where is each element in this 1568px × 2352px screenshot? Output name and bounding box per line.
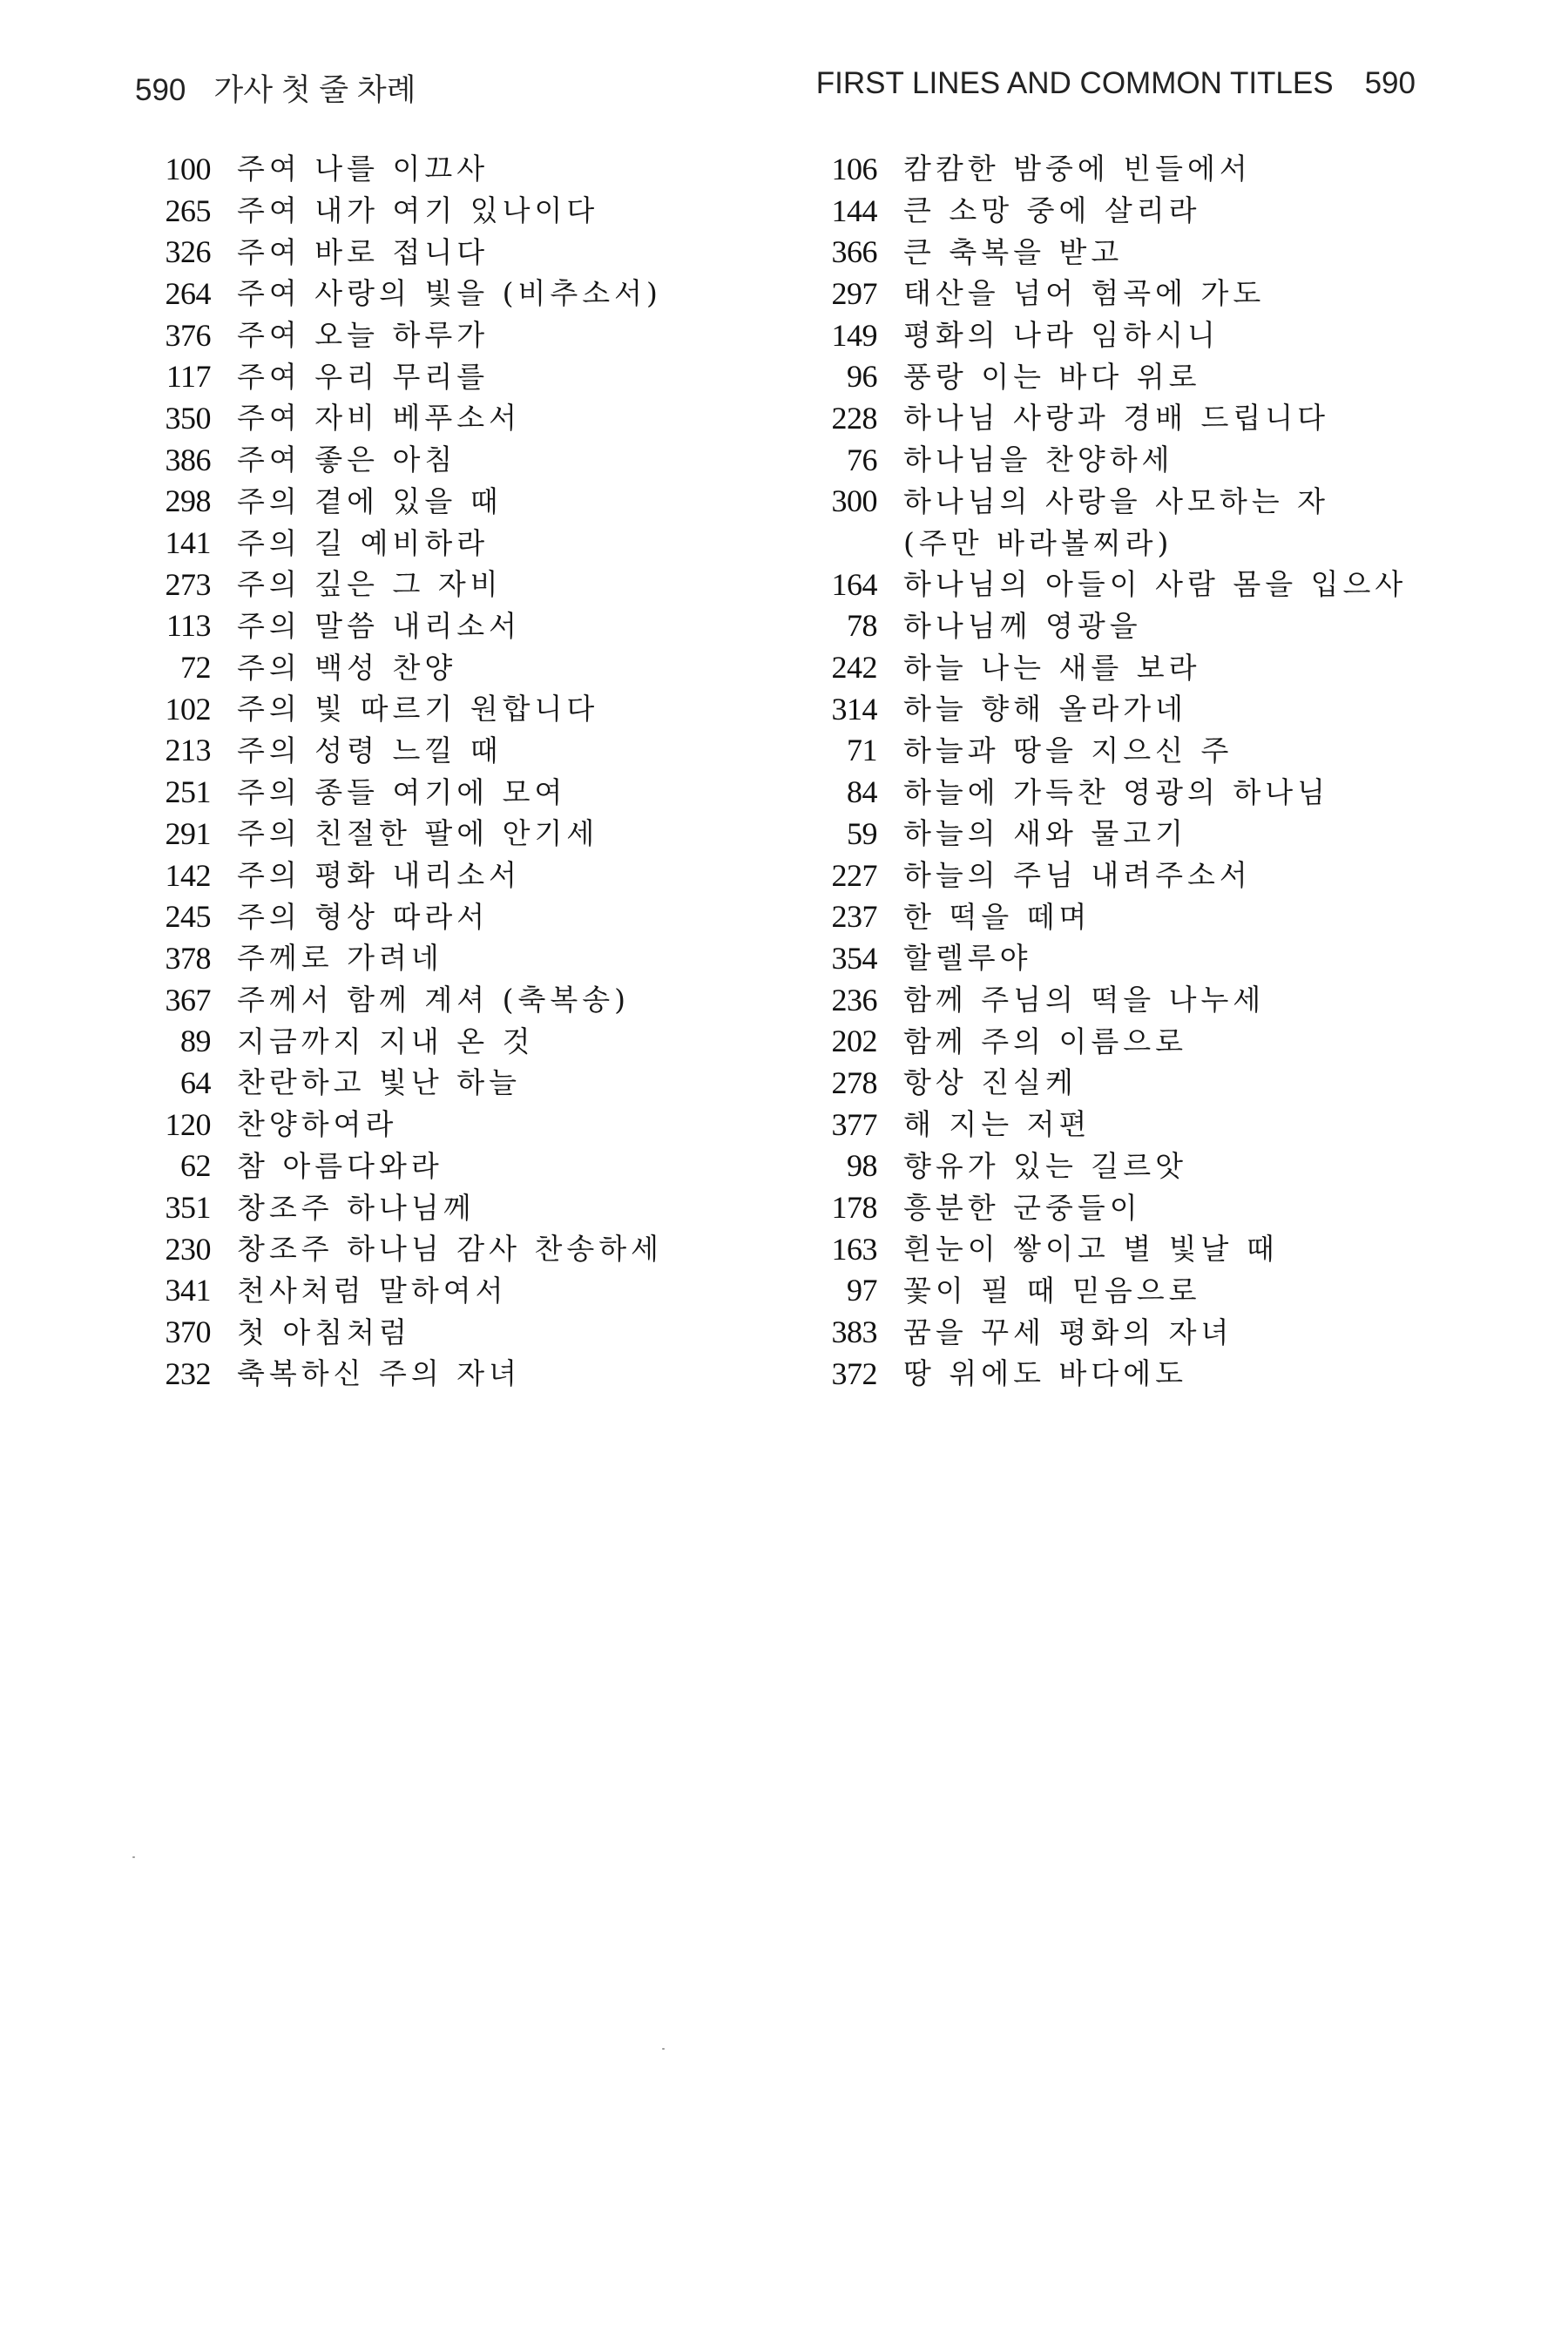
index-entry <box>131 481 740 523</box>
hymn-first-line: 주의 백성 찬양 <box>237 650 457 685</box>
index-entry <box>797 1228 1407 1270</box>
index-entry <box>131 688 740 730</box>
index-entry <box>797 439 1407 481</box>
index-entry <box>131 522 740 564</box>
index-entry <box>131 730 740 772</box>
hymn-first-line: 주의 친절한 팔에 안기세 <box>237 816 599 851</box>
hymn-first-line: 주여 우리 무리를 <box>237 359 490 394</box>
index-entry <box>797 273 1407 314</box>
hymn-first-line: 주의 종들 여기에 모여 <box>237 774 567 809</box>
index-entry <box>131 813 740 855</box>
hymn-first-line: 주의 형상 따라서 <box>237 899 490 934</box>
hymn-first-line: 꿈을 꾸세 평화의 자녀 <box>903 1315 1233 1349</box>
hymn-number: 383 <box>831 1315 877 1350</box>
index-entry <box>797 1353 1407 1395</box>
hymn-first-line: 주여 좋은 아침 <box>237 443 457 477</box>
index-entry <box>797 397 1407 439</box>
hymn-number: 242 <box>831 650 877 686</box>
hymn-first-line: 함께 주의 이름으로 <box>903 1024 1188 1058</box>
hymn-number: 142 <box>165 857 211 893</box>
index-entry <box>131 231 740 273</box>
index-entry <box>797 937 1407 979</box>
hymn-number: 351 <box>165 1190 211 1226</box>
hymn-first-line: 첫 아침처럼 <box>237 1315 411 1349</box>
hymn-first-line: 하나님의 아들이 사람 몸을 입으사 <box>903 567 1408 602</box>
hymn-first-line: 땅 위에도 바다에도 <box>903 1356 1188 1391</box>
hymn-number: 76 <box>847 442 877 477</box>
hymn-first-line: 주의 평화 내리소서 <box>237 858 522 893</box>
hymn-first-line: 평화의 나라 임하시니 <box>903 318 1220 353</box>
hymn-number: 278 <box>831 1064 877 1100</box>
hymn-first-line: 하늘과 땅을 지으신 주 <box>903 733 1233 767</box>
hymn-number: 264 <box>165 275 211 311</box>
hymn-number: 230 <box>165 1231 211 1267</box>
hymn-first-line: 태산을 넘어 험곡에 가도 <box>903 276 1266 311</box>
hymn-first-line: 주여 사랑의 빛을 (비추소서) <box>237 276 662 311</box>
hymn-number: 202 <box>831 1024 877 1059</box>
hymn-first-line: 주의 말씀 내리소서 <box>237 608 522 643</box>
index-entry <box>131 646 740 688</box>
hymn-number: 378 <box>165 940 211 976</box>
hymn-first-line: 주여 나를 이끄사 <box>237 152 490 186</box>
hymn-number: 314 <box>831 691 877 727</box>
index-entry <box>131 355 740 397</box>
index-entry <box>797 190 1407 232</box>
hymn-number: 298 <box>165 483 211 519</box>
hymn-number: 227 <box>831 857 877 893</box>
index-entry <box>797 1062 1407 1104</box>
hymn-first-line: 흥분한 군중들이 <box>903 1190 1142 1225</box>
index-entry <box>131 855 740 896</box>
header-english-title: FIRST LINES AND COMMON TITLES <box>815 66 1334 100</box>
index-entry <box>131 1228 740 1270</box>
index-entry <box>797 688 1407 730</box>
hymn-first-line: 향유가 있는 길르앗 <box>903 1148 1188 1183</box>
hymn-number: 71 <box>847 733 877 768</box>
scan-speck <box>662 2048 665 2050</box>
index-entry <box>131 148 740 190</box>
index-entry <box>131 1311 740 1353</box>
hymn-number: 237 <box>831 899 877 935</box>
hymn-number: 366 <box>831 234 877 270</box>
index-entry <box>797 646 1407 688</box>
index-entry <box>131 564 740 605</box>
hymn-first-line: 하나님 사랑과 경배 드립니다 <box>903 401 1330 436</box>
hymn-first-line: 큰 소망 중에 살리라 <box>903 193 1201 228</box>
index-entry <box>797 148 1407 190</box>
hymn-number: 213 <box>165 733 211 768</box>
index-entry <box>797 855 1407 896</box>
index-entry <box>131 314 740 356</box>
hymn-first-line: 주여 자비 베푸소서 <box>237 401 522 436</box>
index-entry <box>131 273 740 314</box>
index-entry <box>131 1020 740 1062</box>
hymn-first-line: (주만 바라볼찌라) <box>903 525 1173 560</box>
hymn-number: 245 <box>165 899 211 935</box>
hymn-first-line: 주의 빛 따르기 원합니다 <box>237 692 599 727</box>
hymn-first-line: 주의 곁에 있을 때 <box>237 483 503 518</box>
hymn-number: 178 <box>831 1190 877 1226</box>
hymn-number: 273 <box>165 566 211 602</box>
hymn-number: 117 <box>166 359 211 395</box>
index-column-left <box>131 148 740 1395</box>
header-right <box>816 66 1416 101</box>
hymn-first-line: 주여 바로 접니다 <box>237 234 490 269</box>
hymn-first-line: 주의 성령 느낄 때 <box>237 733 503 767</box>
index-entry <box>131 397 740 439</box>
hymn-number: 232 <box>165 1355 211 1391</box>
hymn-first-line: 풍랑 이는 바다 위로 <box>903 359 1201 394</box>
hymn-first-line: 찬란하고 빛난 하늘 <box>237 1065 522 1100</box>
hymn-number: 120 <box>165 1106 211 1142</box>
hymn-first-line: 할렐루야 <box>903 941 1032 976</box>
index-entry <box>797 1311 1407 1353</box>
hymn-number: 164 <box>831 566 877 602</box>
hymn-number: 113 <box>166 608 211 644</box>
hymn-first-line: 함께 주님의 떡을 나누세 <box>903 983 1266 1017</box>
hymn-number: 377 <box>831 1106 877 1142</box>
hymn-number: 96 <box>847 359 877 395</box>
index-entry <box>131 896 740 937</box>
hymn-number: 163 <box>831 1231 877 1267</box>
index-entry <box>131 771 740 813</box>
hymn-first-line: 하늘의 주님 내려주소서 <box>903 858 1252 893</box>
hymn-first-line: 주께로 가려네 <box>237 941 443 976</box>
hymn-number: 100 <box>165 151 211 186</box>
index-entry <box>797 314 1407 356</box>
index-entry <box>797 231 1407 273</box>
hymn-number: 228 <box>831 400 877 436</box>
hymn-first-line: 하늘 나는 새를 보라 <box>903 650 1201 685</box>
index-entry <box>797 896 1407 937</box>
hymn-number: 297 <box>831 275 877 311</box>
hymn-first-line: 꽃이 필 때 믿음으로 <box>903 1273 1201 1308</box>
hymn-first-line: 주의 길 예비하라 <box>237 525 490 560</box>
header-korean-title: 가사 첫 줄 차례 <box>213 73 416 107</box>
hymn-number: 376 <box>165 317 211 353</box>
hymn-number: 265 <box>165 193 211 228</box>
hymn-number: 59 <box>847 815 877 851</box>
hymn-number: 354 <box>831 940 877 976</box>
hymn-number: 370 <box>165 1315 211 1350</box>
index-entry <box>131 1186 740 1228</box>
hymn-number: 386 <box>165 442 211 477</box>
hymn-number: 72 <box>180 650 211 686</box>
hymn-number: 62 <box>180 1148 211 1184</box>
hymn-number: 102 <box>165 691 211 727</box>
hymn-first-line: 하나님께 영광을 <box>903 608 1142 643</box>
index-entry <box>797 979 1407 1021</box>
index-entry <box>797 771 1407 813</box>
index-entry <box>131 937 740 979</box>
index-entry <box>131 1104 740 1146</box>
page-number-right: 590 <box>1364 66 1416 100</box>
page-number-left: 590 <box>135 73 186 107</box>
hymn-number: 236 <box>831 982 877 1017</box>
hymn-first-line: 주께서 함께 계셔 (축복송) <box>237 983 630 1017</box>
hymn-number: 84 <box>847 774 877 810</box>
hymn-first-line: 주여 내가 여기 있나이다 <box>237 193 599 228</box>
index-entry-continuation <box>797 522 1407 564</box>
index-entry <box>797 1104 1407 1146</box>
index-entry <box>797 355 1407 397</box>
index-entry <box>797 1146 1407 1187</box>
hymn-first-line: 한 떡을 떼며 <box>903 899 1092 934</box>
hymn-first-line: 주여 오늘 하루가 <box>237 318 490 353</box>
index-entry <box>797 1270 1407 1312</box>
hymn-first-line: 창조주 하나님께 <box>237 1190 476 1225</box>
index-entry <box>131 979 740 1021</box>
index-entry <box>797 813 1407 855</box>
index-entry <box>131 1270 740 1312</box>
index-entry <box>131 605 740 647</box>
index-entry <box>797 605 1407 647</box>
hymn-first-line: 축복하신 주의 자녀 <box>237 1356 522 1391</box>
hymn-number: 291 <box>165 815 211 851</box>
index-entry <box>131 190 740 232</box>
hymn-first-line: 천사처럼 말하여서 <box>237 1273 508 1308</box>
hymn-number: 97 <box>847 1273 877 1308</box>
hymn-first-line: 해 지는 저편 <box>903 1107 1092 1142</box>
hymn-first-line: 지금까지 지내 온 것 <box>237 1024 535 1058</box>
hymn-number: 300 <box>831 483 877 519</box>
index-entry <box>131 1146 740 1187</box>
hymn-first-line: 찬양하여라 <box>237 1107 398 1142</box>
hymn-first-line: 항상 진실케 <box>903 1065 1078 1100</box>
page-header <box>135 66 1416 115</box>
hymn-number: 367 <box>165 982 211 1017</box>
hymn-first-line: 흰눈이 쌓이고 별 빛날 때 <box>903 1232 1279 1267</box>
hymn-number: 350 <box>165 400 211 436</box>
hymn-first-line: 하나님의 사랑을 사모하는 자 <box>903 483 1330 518</box>
index-column-right <box>797 148 1407 1395</box>
hymn-first-line: 하나님을 찬양하세 <box>903 443 1174 477</box>
hymn-number: 372 <box>831 1355 877 1391</box>
hymn-number: 98 <box>847 1148 877 1184</box>
hymn-first-line: 하늘 향해 올라가네 <box>903 692 1188 727</box>
hymn-number: 78 <box>847 608 877 644</box>
hymn-first-line: 캄캄한 밤중에 빈들에서 <box>903 152 1252 186</box>
hymn-first-line: 창조주 하나님 감사 찬송하세 <box>237 1232 664 1267</box>
hymn-number: 64 <box>180 1064 211 1100</box>
hymn-first-line: 하늘의 새와 물고기 <box>903 816 1188 851</box>
scan-speck <box>132 1856 135 1858</box>
hymn-number: 341 <box>165 1273 211 1308</box>
header-left <box>135 66 416 110</box>
index-entry <box>797 1020 1407 1062</box>
hymn-number: 89 <box>180 1024 211 1059</box>
hymn-first-line: 주의 깊은 그 자비 <box>237 567 503 602</box>
hymn-first-line: 큰 축복을 받고 <box>903 234 1124 269</box>
index-entry <box>797 730 1407 772</box>
index-entry <box>797 564 1407 605</box>
hymn-first-line: 하늘에 가득찬 영광의 하나님 <box>903 774 1330 809</box>
index-entry <box>797 1186 1407 1228</box>
index-entry <box>131 439 740 481</box>
index-entry <box>131 1353 740 1395</box>
hymn-number: 326 <box>165 234 211 270</box>
hymn-number: 251 <box>165 774 211 810</box>
hymn-number: 149 <box>831 317 877 353</box>
hymn-first-line: 참 아름다와라 <box>237 1148 443 1183</box>
hymn-number: 141 <box>165 525 211 561</box>
index-entry <box>131 1062 740 1104</box>
index-entry <box>797 481 1407 523</box>
hymn-number: 144 <box>831 193 877 228</box>
hymn-number: 106 <box>831 151 877 186</box>
